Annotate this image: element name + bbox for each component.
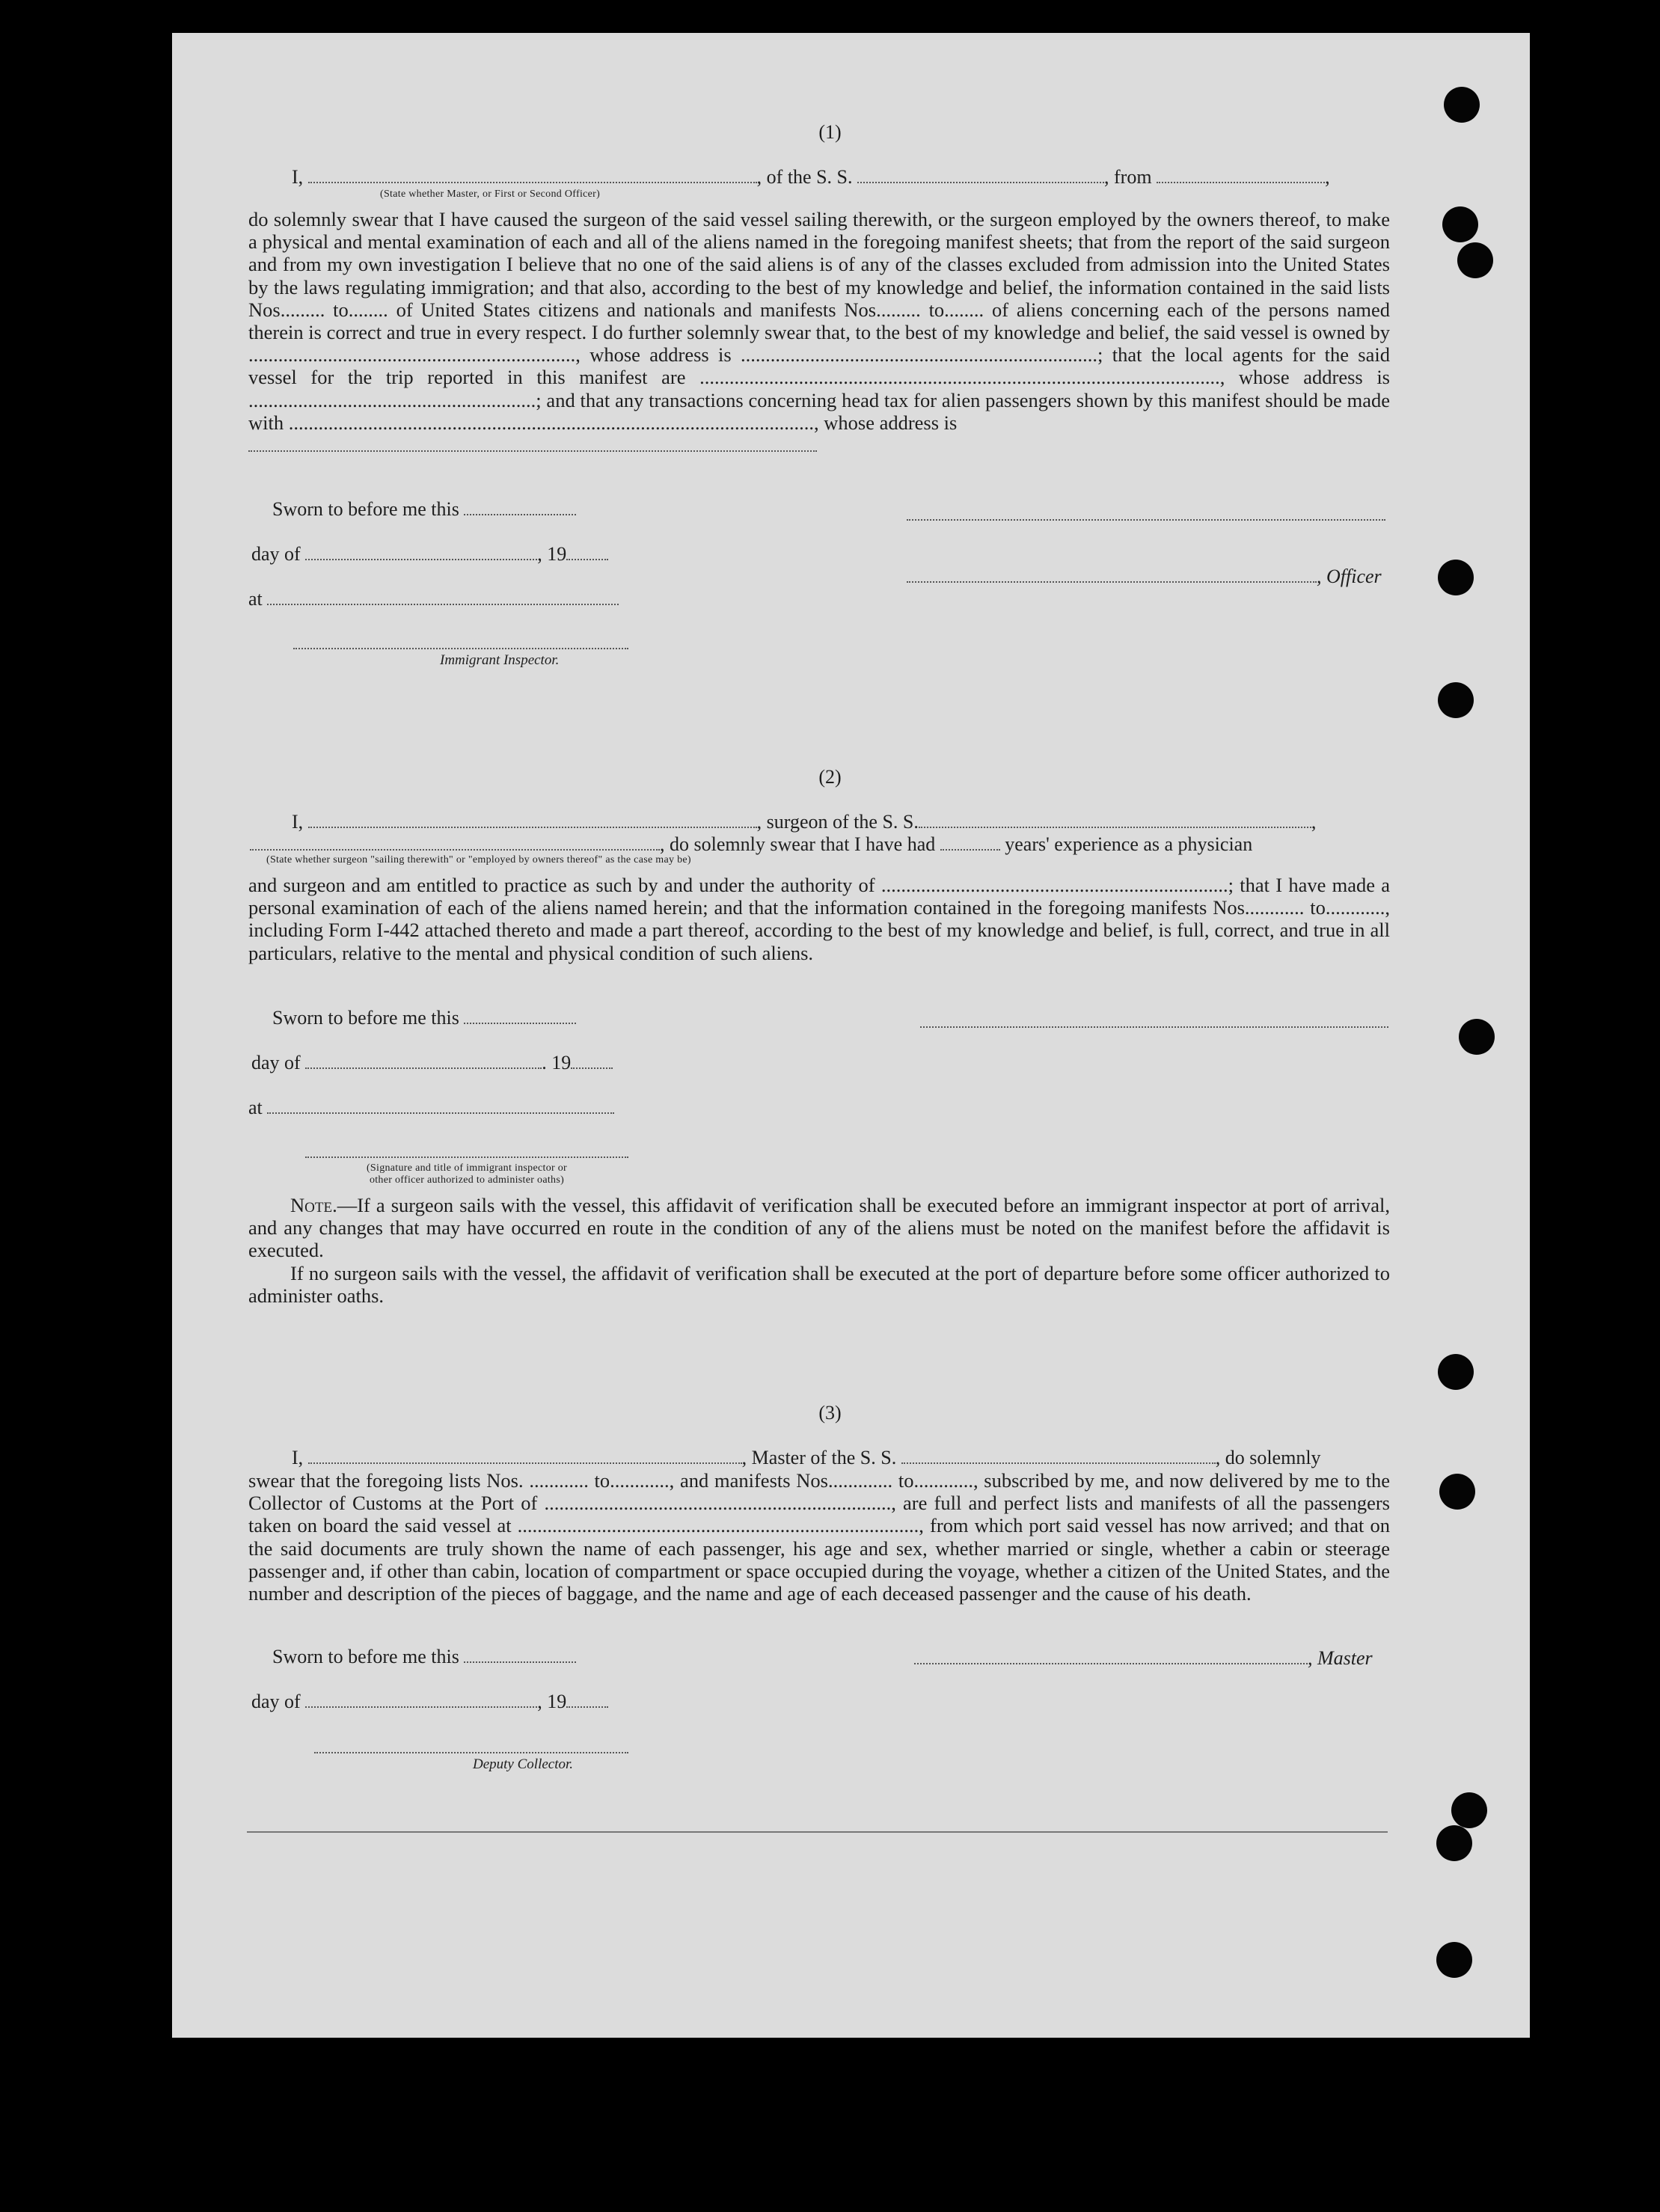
note-label: Note. bbox=[290, 1194, 337, 1216]
s3-master-signature-line: , Master bbox=[914, 1647, 1373, 1670]
s2-experience-line: , do solemnly swear that I have had years' experience as a physician bbox=[250, 833, 1390, 856]
s1-day-line: day of , 19 bbox=[251, 543, 608, 566]
punch-hole bbox=[1444, 87, 1480, 123]
s1-officer-caption: (State whether Master, or First or Second Officer) bbox=[380, 189, 601, 200]
s2-surgeon-line: I, , surgeon of the S. S. , bbox=[292, 811, 1317, 833]
s2-inspector-signature-line bbox=[305, 1156, 628, 1158]
s2-sworn-line: Sworn to before me this bbox=[272, 1007, 576, 1029]
s3-collector-signature-line bbox=[314, 1752, 628, 1753]
punch-hole bbox=[1439, 1474, 1475, 1510]
punch-hole bbox=[1438, 682, 1474, 718]
s1-sworn-line: Sworn to before me this bbox=[272, 498, 576, 521]
s3-sworn-line: Sworn to before me this bbox=[272, 1646, 576, 1668]
punch-hole bbox=[1442, 206, 1478, 242]
s1-oath-text: do solemnly swear that I have caused the surgeon of the said vessel sailing therewith, or the surgeon employed by the owners thereof, to make a physical and mental examination of each and all of the aliens named in the foregoing manifest sheets; that from the report of the said surgeon and from my own investigation I believe that no one of the said aliens is of any of the classes excluded from admission into the United States by the laws regulating immigration; and that also, according to the best of my knowledge and belief, the information contained in the said lists Nos......... to........ of United States citizens and nationals and manifests Nos......... to........ of aliens concerning each of the persons named therein is correct and true in every respect. I do further solemnly swear that, to the best of my knowledge and belief, the said vessel is owned by .................................................................., whose address is ........................................................................; that the local agents for the said vessel for the trip reported in this manifest are ........................................................................................................., whose address is ..........................................................; and that any transactions concerning head tax for alien passengers shown by this manifest should be made with .........................................................................................................., whose address is bbox=[248, 208, 1390, 456]
punch-hole bbox=[1459, 1019, 1495, 1055]
s1-officer-line: , Officer bbox=[907, 566, 1382, 588]
s1-signature-line bbox=[907, 519, 1385, 521]
punch-hole bbox=[1436, 1825, 1472, 1861]
s2-surgeon-caption: (State whether surgeon "sailing therewith" or "employed by owners thereof" as the case may be) bbox=[266, 854, 691, 866]
section-3-number: (3) bbox=[818, 1402, 842, 1424]
s2-signature-line bbox=[920, 1026, 1388, 1028]
punch-hole bbox=[1438, 560, 1474, 595]
s2-note: Note.—If a surgeon sails with the vessel, this affidavit of verification shall be executed before an immigrant inspector at port of arrival, and any changes that may have occurred en route in the condition of any of the aliens must be noted on the manifest before the affidavit is executed. If no surgeon sails with the vessel, the affidavit of verification shall be executed at the port of departure before some officer authorized to administer oaths. bbox=[248, 1194, 1390, 1307]
section-1-number: (1) bbox=[818, 121, 842, 143]
s2-at-line: at bbox=[248, 1097, 614, 1119]
punch-hole bbox=[1457, 242, 1493, 278]
s3-master-line: I, , Master of the S. S. , do solemnly bbox=[292, 1447, 1321, 1468]
s1-inspector-signature-line bbox=[293, 648, 628, 649]
s1-declarant-line: I, , of the S. S. , from , bbox=[292, 166, 1330, 188]
s3-oath-text: swear that the foregoing lists Nos. ............ to............, and manifests Nos............. to............, subscribed by me, and now delivered by me to the Collector of Customs at the Port of ......................................................................, are full and perfect lists and manifests of all the passengers taken on board the said vessel at ................................................................................., from which port said vessel has now arrived; and that on the said documents are truly shown the name of each passenger, his age and sex, whether married or single, whether a cabin or steerage passenger and, if other than cabin, location of compartment or space occupied during the voyage, whether a citizen of the United States, and the number and description of the pieces of baggage, and the name and age of each deceased passenger and the cause of his death. bbox=[248, 1469, 1390, 1605]
s3-collector-caption: Deputy Collector. bbox=[473, 1756, 574, 1772]
s2-oath-text: and surgeon and am entitled to practice as such by and under the authority of ......................................................................; that I have made a personal examination of each of the aliens named herein; and that the information contained in the foregoing manifests Nos............ to............, including Form I-442 attached thereto and made a part thereof, according to the best of my knowledge and belief, is full, correct, and true in all particulars, relative to the mental and physical condition of such aliens. bbox=[248, 874, 1390, 964]
bottom-rule bbox=[247, 1831, 1388, 1833]
s2-day-line: day of . 19 bbox=[251, 1052, 613, 1074]
s1-inspector-caption: Immigrant Inspector. bbox=[440, 652, 560, 668]
s2-signature-caption: (Signature and title of immigrant inspector or other officer authorized to administer oaths) bbox=[366, 1162, 568, 1186]
punch-hole bbox=[1451, 1792, 1487, 1828]
s3-day-line: day of , 19 bbox=[251, 1691, 608, 1713]
punch-hole bbox=[1438, 1354, 1474, 1390]
punch-hole bbox=[1436, 1942, 1472, 1978]
section-2-number: (2) bbox=[818, 766, 842, 788]
s1-at-line: at bbox=[248, 588, 619, 610]
